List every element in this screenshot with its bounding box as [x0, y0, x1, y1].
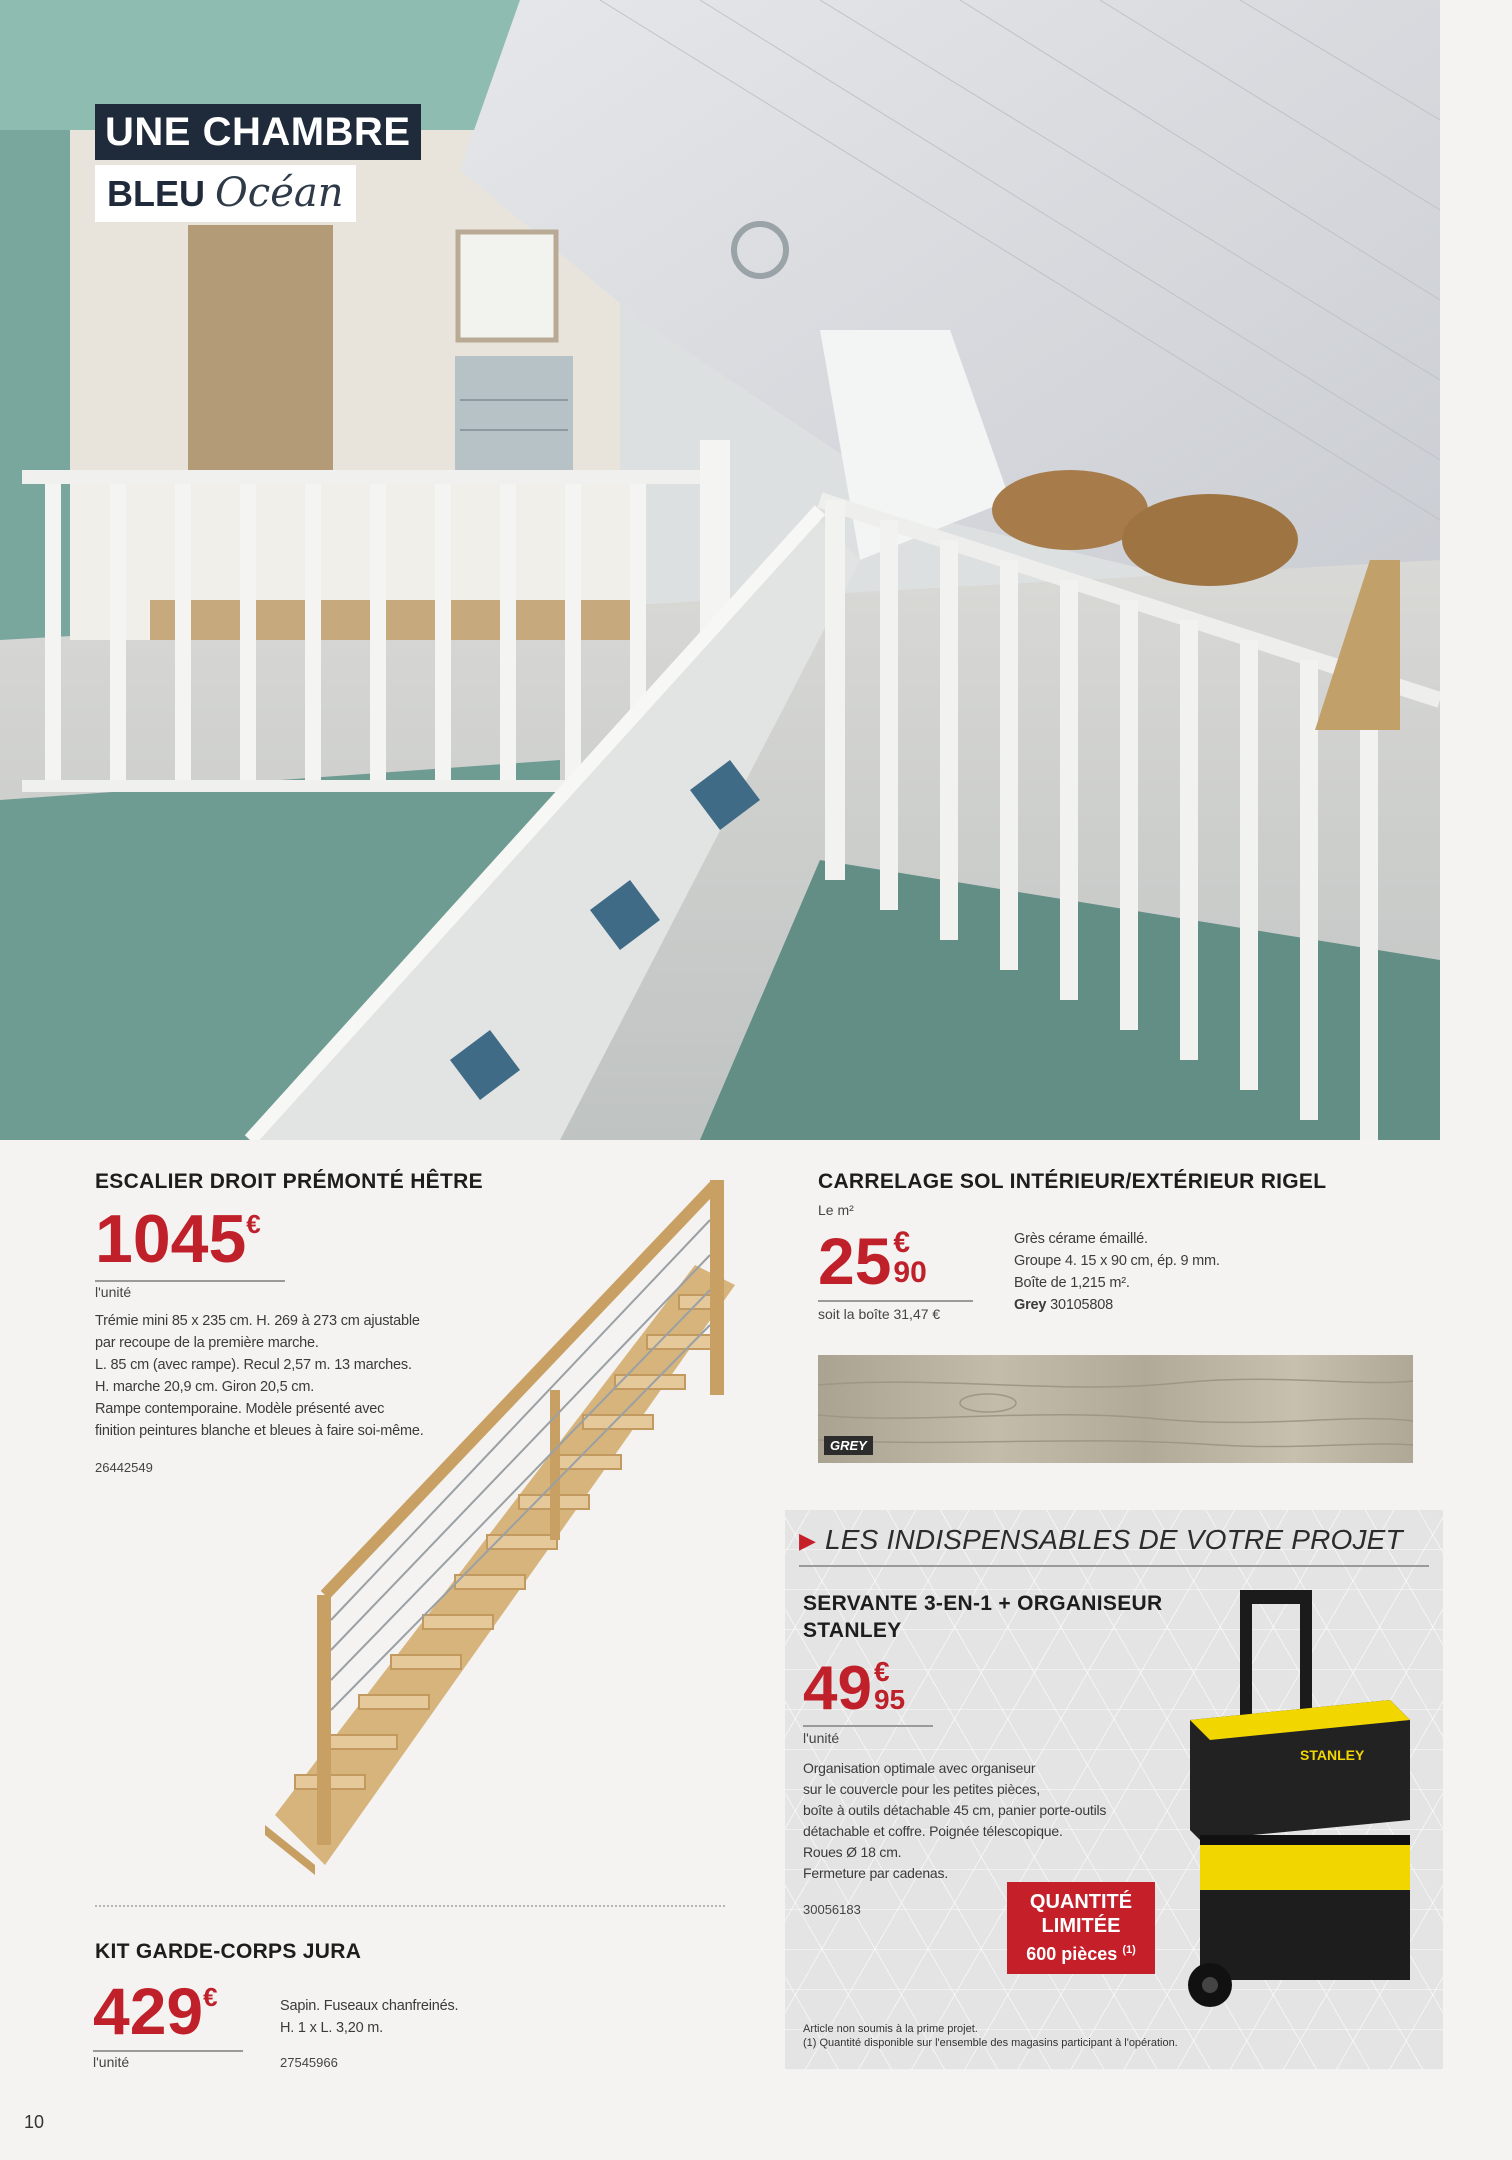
servante-description	[803, 1758, 1183, 1884]
servante-title-line2: STANLEY	[803, 1619, 902, 1642]
kit-title: KIT GARDE-CORPS JURA	[95, 1940, 362, 1963]
heading-rule	[799, 1565, 1429, 1567]
carrelage-currency: €	[893, 1226, 911, 1259]
servante-unit: l'unité	[803, 1730, 840, 1746]
triangle-icon: ▶	[799, 1528, 816, 1553]
carrelage-price	[818, 1224, 927, 1298]
footnote-2: (1) Quantité disponible sur l'ensemble des magasins participant à l'opération.	[803, 2037, 1178, 2049]
tile-swatch	[818, 1355, 1413, 1463]
servante-title-line1: SERVANTE 3-EN-1 + ORGANISEUR	[803, 1592, 1163, 1615]
servante-desc-line: Roues Ø 18 cm.	[803, 1844, 902, 1860]
carrelage-desc-line: Grès cérame émaillé.	[1014, 1231, 1148, 1247]
kit-price	[93, 1974, 218, 2048]
toolbox-brand: STANLEY	[1300, 1747, 1365, 1763]
escalier-desc-line: par recoupe de la première marche.	[95, 1335, 319, 1351]
escalier-desc-line: L. 85 cm (avec rampe). Recul 2,57 m. 13 marches.	[95, 1357, 412, 1373]
kit-desc-line: Sapin. Fuseaux chanfreinés.	[280, 1998, 459, 2014]
page-number: 10	[24, 2112, 45, 2132]
escalier-desc-line: Trémie mini 85 x 235 cm. H. 269 à 273 cm ajustable	[95, 1313, 420, 1329]
stanley-toolbox-image	[1180, 1590, 1420, 2010]
hero-title-line1: UNE CHAMBRE	[95, 104, 421, 160]
servante-price-dec: 95	[873, 1684, 906, 1715]
servante-price	[803, 1654, 906, 1723]
badge-line1: QUANTITÉ	[1029, 1891, 1133, 1913]
carrelage-price-int: 25	[818, 1224, 892, 1298]
carrelage-soit: soit la boîte 31,47 €	[818, 1306, 941, 1322]
badge-line3-wrap	[1017, 1938, 1145, 1966]
footnote-1: Article non soumis à la prime projet.	[803, 2023, 978, 2035]
carrelage-ref: 30105808	[1050, 1297, 1114, 1313]
servante-desc-line: Fermeture par cadenas.	[803, 1865, 949, 1881]
servante-price-rule	[803, 1725, 933, 1727]
kit-price-rule	[93, 2050, 243, 2052]
carrelage-price-rule	[818, 1300, 973, 1302]
carrelage-description	[1014, 1228, 1220, 1316]
badge-note: (1)	[1122, 1944, 1136, 1956]
escalier-desc-line: finition peintures blanche et bleues à faire soi-même.	[95, 1423, 424, 1439]
wood-grain-texture	[818, 1355, 1413, 1463]
carrelage-unit: Le m²	[818, 1202, 854, 1218]
footnotes	[803, 2022, 1178, 2050]
staircase-product-image	[255, 1175, 735, 1875]
servante-desc-line: Organisation optimale avec organiseur	[803, 1760, 1036, 1776]
escalier-unit: l'unité	[95, 1284, 132, 1300]
swatch-label: GREY	[824, 1436, 873, 1455]
servante-desc-line: boîte à outils détachable 45 cm, panier porte-outils	[803, 1802, 1107, 1818]
servante-currency: €	[873, 1656, 890, 1687]
servante-ref: 30056183	[803, 1902, 861, 1917]
carrelage-price-frac	[893, 1228, 926, 1288]
kit-ref: 27545966	[280, 2055, 338, 2070]
servante-price-frac	[874, 1658, 905, 1714]
indispensables-heading: LES INDISPENSABLES DE VOTRE PROJET	[825, 1524, 1403, 1555]
carrelage-desc-line: Groupe 4. 15 x 90 cm, ép. 9 mm.	[1014, 1253, 1220, 1269]
limited-quantity-badge	[1007, 1882, 1155, 1974]
escalier-currency: €	[246, 1209, 261, 1239]
escalier-ref: 26442549	[95, 1460, 153, 1475]
escalier-title: ESCALIER DROIT PRÉMONTÉ HÊTRE	[95, 1170, 483, 1193]
servante-title	[803, 1590, 1162, 1644]
kit-desc-line: H. 1 x L. 3,20 m.	[280, 2020, 383, 2036]
kit-currency: €	[203, 1982, 218, 2012]
hero-title-line2	[95, 165, 356, 222]
servante-price-int: 49	[803, 1654, 872, 1723]
escalier-desc-line: Rampe contemporaine. Modèle présenté avec	[95, 1401, 385, 1417]
carrelage-desc-line: Boîte de 1,215 m².	[1014, 1275, 1130, 1291]
carrelage-title: CARRELAGE SOL INTÉRIEUR/EXTÉRIEUR RIGEL	[818, 1170, 1327, 1193]
section-separator	[95, 1905, 725, 1907]
carrelage-color-ref	[1014, 1294, 1220, 1316]
kit-unit: l'unité	[93, 2054, 130, 2070]
kit-price-value: 429	[93, 1974, 204, 2048]
escalier-price-value: 1045	[95, 1201, 247, 1277]
carrelage-price-dec: 90	[893, 1256, 927, 1289]
carrelage-color-name: Grey	[1014, 1297, 1047, 1313]
indispensables-box	[785, 1510, 1443, 2070]
servante-desc-line: sur le couvercle pour les petites pièces,	[803, 1781, 1040, 1797]
escalier-desc-line: H. marche 20,9 cm. Giron 20,5 cm.	[95, 1379, 315, 1395]
badge-line3: 600 pièces	[1026, 1944, 1118, 1964]
hero-title-word: BLEU	[107, 173, 205, 214]
hero-title-script: Océan	[215, 170, 344, 216]
kit-description	[280, 1995, 458, 2039]
escalier-price	[95, 1201, 261, 1277]
badge-line2: LIMITÉE	[1041, 1915, 1121, 1937]
servante-desc-line: détachable et coffre. Poignée télescopique.	[803, 1823, 1063, 1839]
